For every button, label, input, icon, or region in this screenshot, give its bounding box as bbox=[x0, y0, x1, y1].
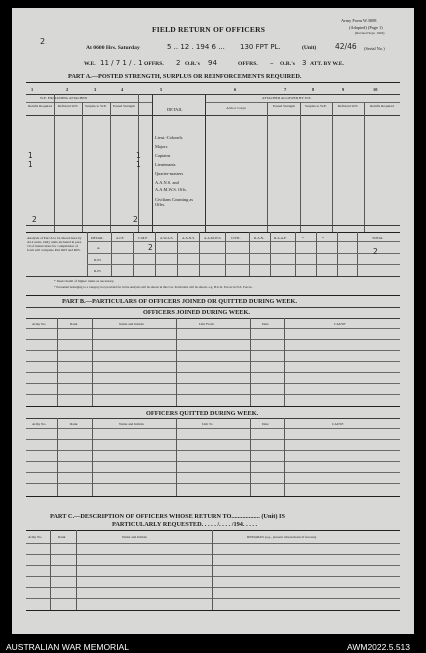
form-revised: (Revised Sept. 1943) bbox=[355, 31, 385, 35]
we-label: W.E. bbox=[84, 61, 96, 67]
analysis-col: * bbox=[302, 236, 304, 240]
col-header-posted-att: Posted Strength bbox=[272, 104, 296, 108]
quitted-col-name: Name and Initials bbox=[119, 422, 144, 426]
attached-ors-value: 3 bbox=[302, 59, 307, 67]
form-reference: Army Form W.3008 bbox=[341, 18, 377, 23]
rank-quartermasters: Quarter-masters bbox=[155, 171, 184, 176]
return-date: 5 .. 12 . 194 6 ... bbox=[167, 43, 225, 51]
footnote-2: * Personnel belonging to a category not provided for in the analysis will be shown in this Col. Particulars will be shown, e.g. B.U.K. Forces in N.Z. Forces. bbox=[54, 285, 253, 289]
time-label: At 0600 Hrs. Saturday bbox=[86, 45, 140, 51]
ors-label: O.R.'s bbox=[185, 61, 200, 67]
footer-accession: AWM2022.5.513 bbox=[347, 642, 410, 652]
offrs-label: OFFRS. bbox=[144, 61, 164, 67]
joined-col-armyno: Army No. bbox=[32, 322, 47, 326]
form-adapted: (Adapted) (Page 1) bbox=[349, 25, 383, 30]
attached-offrs-label: OFFRS. bbox=[238, 61, 258, 67]
serial-label: (Serial No.) bbox=[364, 46, 385, 51]
rank-aamws: A.A.M.W.S. Offs. bbox=[155, 187, 187, 192]
col-header-deficient-att: Deficient W.E. bbox=[337, 104, 359, 108]
analysis-col: A.A.N.S. bbox=[182, 236, 196, 240]
rank-lieut-colonels: Lieut.-Colonels bbox=[155, 135, 183, 140]
analysis-note: Analysis of Part A to be shown here by ALL units. Only units included in para. 10 of instructions for compilation of form will complete Part R03 and R05. bbox=[27, 236, 83, 252]
we-value: 11 / 7 1 / . 1 . bbox=[100, 59, 148, 67]
col-header-reinfts: Reinfts Required bbox=[28, 104, 52, 108]
ors-value: 94 bbox=[208, 59, 217, 67]
joined-col-unit: Unit From bbox=[199, 322, 214, 326]
quitted-col-unit: Unit To bbox=[202, 422, 213, 426]
partc-col-armyno: Army No. bbox=[28, 535, 43, 539]
form-page: FIELD RETURN OF OFFICERS Army Form W.3008 (Adapted) (Page 1) (Revised Sept. 1943) 2 At 0600 Hrs. Saturday 5 .. 12 . 194 6 ... 130 FPT PL. (Unit) 42/46 (Serial No.) W.E. 11 / 7 1 / . 1 . OFFRS. 2 O.R.'s 94 OFFRS. – O.R.'s 3 ATT. BY W.E. PART A.—POSTED STRENGTH, SURPLUS OR REINFORCEMENTS REQUIRED. 1 2 3 4 5 6 7 8 9 10 W.E. EXCLUDING ATTACHED ATTACHED ALLOWED BY W.E. Reinfts Required Deficient W.E. Surplus to W.E. Posted Strength DETAIL Arm or Corps Posted Strength Surplus to W.E. Deficient W.E. Reinfts Required Lieut.-Colonels Majors Captains Lieutenants Quarter-masters A.A.N.S. and A.A.M.W.S. Offs. Civilians Counting as Offrs. 1 1 1 1 2 2 Analysis of Part A to be shown here by ALL units. Only units included in para. 10 of instructions for compilation of form will complete Part R03 and R05. DETAIL A.I.F. C.M.F. A.W.A.S. A.A.N.S. A.A.M.W.S. CIVIL R.A.N. R.A.A.F. * * TOTAL A. R.03 R.05 2 2 * Insert detail of higher ranks as necessary. * Personnel belonging to a category not provided for in the analysis will be shown in this Col. Particulars will be shown, e.g. B.U.K. Forces in N.Z. Forces. PART B.—PARTICULARS OF OFFICERS JOINED OR QUITTED DURING WEEK. OFFICERS JOINED DURING WEEK. Army No. Rank Name and Initials Unit From Date CAUSE OFFICERS QUITTED DURING WEEK. Army No. Rank Name and Initials Unit To Date CAUSE PART C.—DESCRIPTION OF OFFICERS WHOSE RETURN TO.................. (Unit) IS PARTICULARLY REQUESTED. . . . . /. . . . /194. . . . . Army No. Rank Name and Initials REMARKS (e.g., present whereabouts if known). bbox=[12, 8, 414, 634]
analysis-detail-label: DETAIL bbox=[91, 236, 104, 240]
joined-col-rank: Rank bbox=[70, 322, 78, 326]
analysis-col: C.M.F. bbox=[138, 236, 148, 240]
page-number: 2 bbox=[40, 37, 46, 46]
col-number: 2 bbox=[66, 87, 69, 92]
quitted-col-cause: CAUSE bbox=[332, 422, 344, 426]
lieutenants-posted: 1 bbox=[136, 160, 141, 169]
footer-credit: AUSTRALIAN WAR MEMORIAL bbox=[6, 642, 129, 652]
lieutenants-reinfts: 1 bbox=[28, 160, 33, 169]
unit-name: 130 FPT PL. bbox=[240, 43, 281, 51]
col-header-deficient: Deficient W.E. bbox=[57, 104, 79, 108]
analysis-col: R.A.N. bbox=[254, 236, 265, 240]
rank-majors: Majors bbox=[155, 144, 168, 149]
col-header-surplus: Surplus to W.E. bbox=[85, 104, 107, 108]
col-number: 4 bbox=[121, 87, 124, 92]
analysis-row-r03: R.03 bbox=[94, 258, 101, 262]
rank-civilians: Civilians Counting as Offrs. bbox=[155, 197, 194, 207]
part-a-title: PART A.—POSTED STRENGTH, SURPLUS OR REINFORCEMENTS REQUIRED. bbox=[68, 73, 302, 80]
analysis-row-r05: R.05 bbox=[94, 269, 101, 273]
col-header-reinfts-att: Reinfts Required bbox=[370, 104, 394, 108]
group-we-excluding: W.E. EXCLUDING ATTACHED bbox=[40, 96, 88, 100]
quitted-title: OFFICERS QUITTED DURING WEEK. bbox=[146, 410, 259, 417]
part-b-title: PART B.—PARTICULARS OF OFFICERS JOINED OR QUITTED DURING WEEK. bbox=[62, 298, 298, 305]
unit-suffix: (Unit) bbox=[302, 45, 317, 51]
col-number: 8 bbox=[312, 87, 315, 92]
form-title: FIELD RETURN OF OFFICERS bbox=[152, 25, 266, 34]
offrs-value: 2 bbox=[176, 59, 181, 67]
captains-reinfts: 1 bbox=[28, 151, 33, 160]
joined-title: OFFICERS JOINED DURING WEEK. bbox=[143, 309, 250, 316]
partc-col-name: Name and Initials bbox=[122, 535, 147, 539]
col-header-posted: Posted Strength bbox=[112, 104, 136, 108]
col-number: 1 bbox=[31, 87, 34, 92]
serial-number: 42/46 bbox=[335, 42, 357, 51]
col-number: 9 bbox=[342, 87, 345, 92]
col-header-detail: DETAIL bbox=[167, 107, 183, 112]
col-header-arm: Arm or Corps bbox=[226, 106, 246, 110]
attached-ors-label: O.R.'s bbox=[280, 61, 295, 67]
att-by-we-label: ATT. BY W.E. bbox=[310, 61, 344, 67]
analysis-aif-value: 2 bbox=[148, 243, 153, 252]
joined-col-name: Name and Initials bbox=[119, 322, 144, 326]
analysis-total-value: 2 bbox=[373, 247, 378, 256]
analysis-col: A.W.A.S. bbox=[160, 236, 174, 240]
rank-lieutenants: Lieutenants bbox=[155, 162, 176, 167]
analysis-col: * bbox=[322, 236, 324, 240]
analysis-row-a: A. bbox=[97, 246, 101, 250]
analysis-col: CIVIL bbox=[231, 236, 241, 240]
analysis-col: TOTAL bbox=[372, 236, 384, 240]
total-reinfts: 2 bbox=[32, 215, 37, 224]
col-number: 7 bbox=[284, 87, 287, 92]
part-c-title-1: PART C.—DESCRIPTION OF OFFICERS WHOSE RETURN TO.................. (Unit) IS bbox=[50, 513, 285, 520]
analysis-col: R.A.A.F. bbox=[274, 236, 287, 240]
rank-aans: A.A.N.S. and bbox=[155, 180, 179, 185]
joined-col-cause: CAUSE bbox=[334, 322, 346, 326]
quitted-col-date: Date bbox=[262, 422, 269, 426]
col-number: 5 bbox=[160, 87, 163, 92]
group-attached: ATTACHED ALLOWED BY W.E. bbox=[262, 96, 312, 100]
quitted-col-rank: Rank bbox=[70, 422, 78, 426]
analysis-col: A.I.F. bbox=[116, 236, 124, 240]
part-c-title-2: PARTICULARLY REQUESTED. . . . . /. . . . /194. . . . . bbox=[112, 521, 258, 528]
joined-col-date: Date bbox=[262, 322, 269, 326]
rank-captains: Captains bbox=[155, 153, 171, 158]
total-posted: 2 bbox=[133, 215, 138, 224]
partc-col-rank: Rank bbox=[58, 535, 66, 539]
partc-col-remarks: REMARKS (e.g., present whereabouts if known). bbox=[247, 535, 317, 539]
col-number: 3 bbox=[94, 87, 97, 92]
captains-posted: 1 bbox=[136, 151, 141, 160]
analysis-col: A.A.M.W.S. bbox=[204, 236, 222, 240]
footnote-1: * Insert detail of higher ranks as necessary. bbox=[54, 279, 115, 283]
col-header-surplus-att: Surplus to W.E. bbox=[305, 104, 327, 108]
col-number: 6 bbox=[234, 87, 237, 92]
quitted-col-armyno: Army No. bbox=[32, 422, 47, 426]
col-number: 10 bbox=[373, 87, 378, 92]
